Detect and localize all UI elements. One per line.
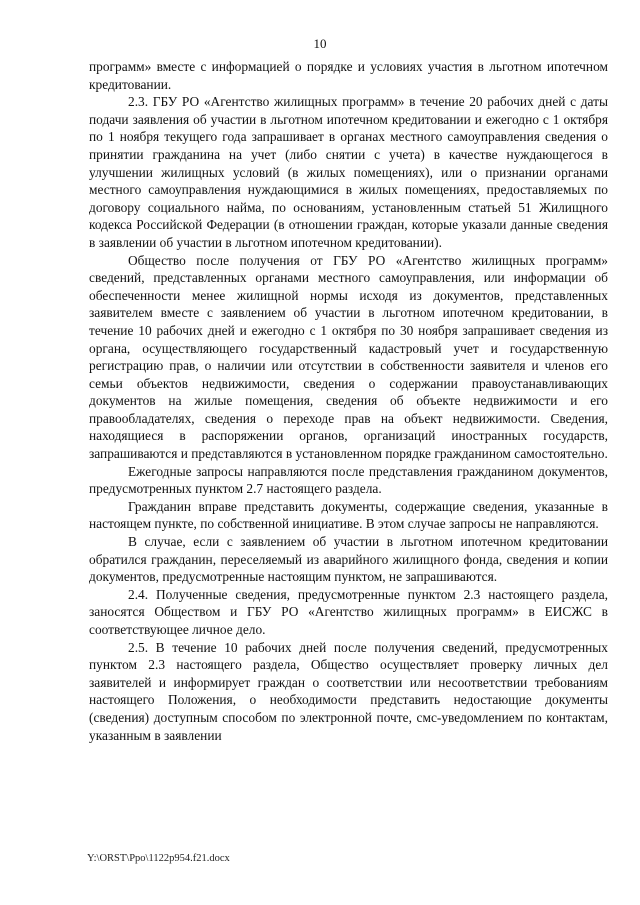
paragraph-2-5: 2.5. В течение 10 рабочих дней после получения сведений, предусмотренных пунктом 2.3 настоящего раздела, Общество осуществляет проверку личных дел заявителей и информирует граждан о соответствии или несоответствии требованиям настоящего Положения, о необходимости представить недостающие документы (сведения) доступным способом по электронной почте, смс-уведомлением по контактам, указанным в заявлении [89,639,608,743]
paragraph-2-4: 2.4. Полученные сведения, предусмотренные пунктом 2.3 настоящего раздела, заносятся Обществом и ГБУ РО «Агентство жилищных программ» в ЕИСЖС в соответствующее личное дело. [89,586,608,637]
footer-file-path: Y:\ORST\Ppo\1122p954.f21.docx [87,853,230,864]
paragraph-own-initiative: Гражданин вправе представить документы, содержащие сведения, указанные в настоящем пункте, по собственной инициативе. В этом случае запросы не направляются. [89,498,608,532]
document-body [89,58,608,744]
page-number: 10 [313,36,327,51]
paragraph-annual-requests: Ежегодные запросы направляются после представления гражданином документов, предусмотренных пунктом 2.7 настоящего раздела. [89,463,608,497]
paragraph-continuation: программ» вместе с информацией о порядке и условиях участия в льготном ипотечном кредитовании. [89,59,608,92]
paragraph-emergency-housing: В случае, если с заявлением об участии в льготном ипотечном кредитовании обратился гражданин, переселяемый из аварийного жилищного фонда, сведения и копии документов, предусмотренные настоящим пунктом, не запрашиваются. [89,534,608,585]
paragraph-2-3: 2.3. ГБУ РО «Агентство жилищных программ» в течение 20 рабочих дней с даты подачи заявления об участии в льготном ипотечном кредитовании и ежегодно с 1 октября по 1 ноября текущего года запрашивает в органах местного самоуправления сведения о принятии гражданина на учет (либо снятии с учета) в качестве нуждающегося в улучшении жилищных условий (в жилых помещениях), или о признании органами местного самоуправления нуждающимися в жилых помещениях, предоставляемых по договору социального найма, по основаниям, установленным статьей 51 Жилищного кодекса Российской Федерации (в отношении граждан, которые указали данные сведения в заявлении об участии в льготном ипотечном кредитовании). [89,94,608,250]
paragraph-society-requests: Общество после получения от ГБУ РО «Агентство жилищных программ» сведений, представленных органами местного самоуправления, или информации об обеспеченности менее жилищной нормы исходя из документов, представленных заявителем вместе с заявлением об участии в льготном ипотечном кредитовании, в течение 10 рабочих дней и ежегодно с 1 октября по 30 ноября запрашивает сведения из органа, осуществляющего государственный кадастровый учет и государственную регистрацию прав, о наличии или отсутствии в собственности заявителя и членов его семьи объектов недвижимости, сведения о содержании правоустанавливающих документов на жилые помещения, сведения об объекте недвижимости и его правообладателях, сведения о переходе прав на объект недвижимости. Сведения, находящиеся в распоряжении органов, организаций иностранных государств, запрашиваются и представляются в установленном порядке гражданином самостоятельно. [89,252,608,462]
